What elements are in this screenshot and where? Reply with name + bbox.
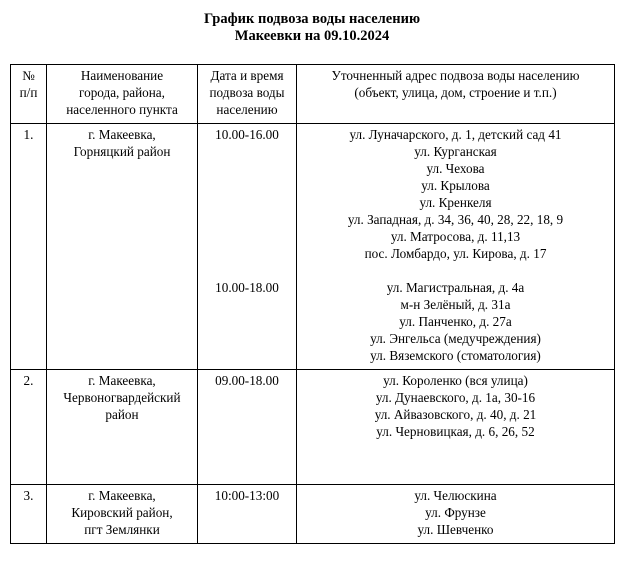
table-header-row [11, 65, 615, 124]
row-number-text: 1. [23, 127, 34, 142]
address-line: ул. Чехова [426, 161, 485, 176]
location-line: г. Макеевка, [88, 488, 156, 503]
document-title [0, 11, 624, 45]
address-line: пос. Ломбардо, ул. Кирова, д. 17 [364, 246, 547, 261]
time-value: 09.00-18.00 [215, 373, 279, 388]
location-line: г. Макеевка, [88, 373, 156, 388]
header-time [198, 65, 297, 124]
header-location-line: населенного пункта [66, 102, 178, 117]
address-line: ул. Черновицкая, д. 6, 26, 52 [376, 424, 535, 439]
header-time-line: подвоза воды [209, 85, 285, 100]
row-number-text: 2. [23, 373, 34, 388]
address-line: ул. Матросова, д. 11,13 [390, 229, 521, 244]
address-line: ул. Энгельса (медучреждения) [370, 331, 541, 346]
title-line-2: Макеевки на 09.10.2024 [234, 28, 390, 44]
header-location [47, 65, 198, 124]
address-line: ул. Челюскина [414, 488, 497, 503]
address-line: ул. Магистральная, д. 4а [386, 280, 525, 295]
header-address-line: Уточненный адрес подвоза воды населению [331, 68, 580, 83]
water-schedule-table [10, 64, 615, 544]
location-line: Горняцкий район [73, 144, 171, 159]
row-time [198, 124, 297, 370]
row-location [47, 124, 198, 370]
header-address-line: (объект, улица, дом, строение и т.п.) [354, 85, 557, 100]
row-addresses [297, 124, 615, 370]
address-group [300, 487, 611, 538]
row-location [47, 485, 198, 544]
address-line: ул. Панченко, д. 27а [399, 314, 512, 329]
header-time-line: Дата и время [210, 68, 284, 83]
address-line: м-н Зелёный, д. 31а [400, 297, 511, 312]
address-line: ул. Луначарского, д. 1, детский сад 41 [349, 127, 562, 142]
location-line: Кировский район, [71, 505, 173, 520]
title-line-1: График подвоза воды населению [203, 11, 421, 27]
table-row [11, 370, 615, 485]
location-line: г. Макеевка, [88, 127, 156, 142]
address-group [300, 279, 611, 364]
header-num-line: п/п [19, 85, 38, 100]
address-line: ул. Фрунзе [425, 505, 486, 520]
address-line: ул. Айвазовского, д. 40, д. 21 [374, 407, 537, 422]
location-line: район [105, 407, 139, 422]
address-group [300, 126, 611, 262]
row-addresses [297, 485, 615, 544]
address-line: ул. Вяземского (стоматология) [370, 348, 541, 363]
header-num-line: № [22, 68, 35, 83]
row-time [198, 485, 297, 544]
row-location [47, 370, 198, 485]
row-time [198, 370, 297, 485]
header-location-line: Наименование [80, 68, 164, 83]
header-address [297, 65, 615, 124]
location-line: пгт Землянки [84, 522, 160, 537]
table-row [11, 485, 615, 544]
address-line: ул. Западная, д. 34, 36, 40, 28, 22, 18, 9 [347, 212, 564, 227]
address-group [300, 372, 611, 440]
table-row [11, 124, 615, 370]
address-line: ул. Курганская [414, 144, 497, 159]
row-number [11, 124, 47, 370]
time-value: 10:00-13:00 [214, 488, 280, 503]
time-value: 10.00-18.00 [215, 280, 279, 295]
header-location-line: города, района, [79, 85, 165, 100]
row-number [11, 370, 47, 485]
address-line: ул. Крылова [421, 178, 490, 193]
address-line: ул. Короленко (вся улица) [383, 373, 528, 388]
time-value: 10.00-16.00 [215, 127, 279, 142]
header-time-line: населению [216, 102, 278, 117]
address-line: ул. Шевченко [417, 522, 494, 537]
location-line: Червоногвардейский [63, 390, 181, 405]
address-line: ул. Дунаевского, д. 1а, 30-16 [375, 390, 536, 405]
header-num [11, 65, 47, 124]
row-number-text: 3. [23, 488, 34, 503]
row-number [11, 485, 47, 544]
address-line: ул. Кренкеля [419, 195, 492, 210]
row-addresses [297, 370, 615, 485]
